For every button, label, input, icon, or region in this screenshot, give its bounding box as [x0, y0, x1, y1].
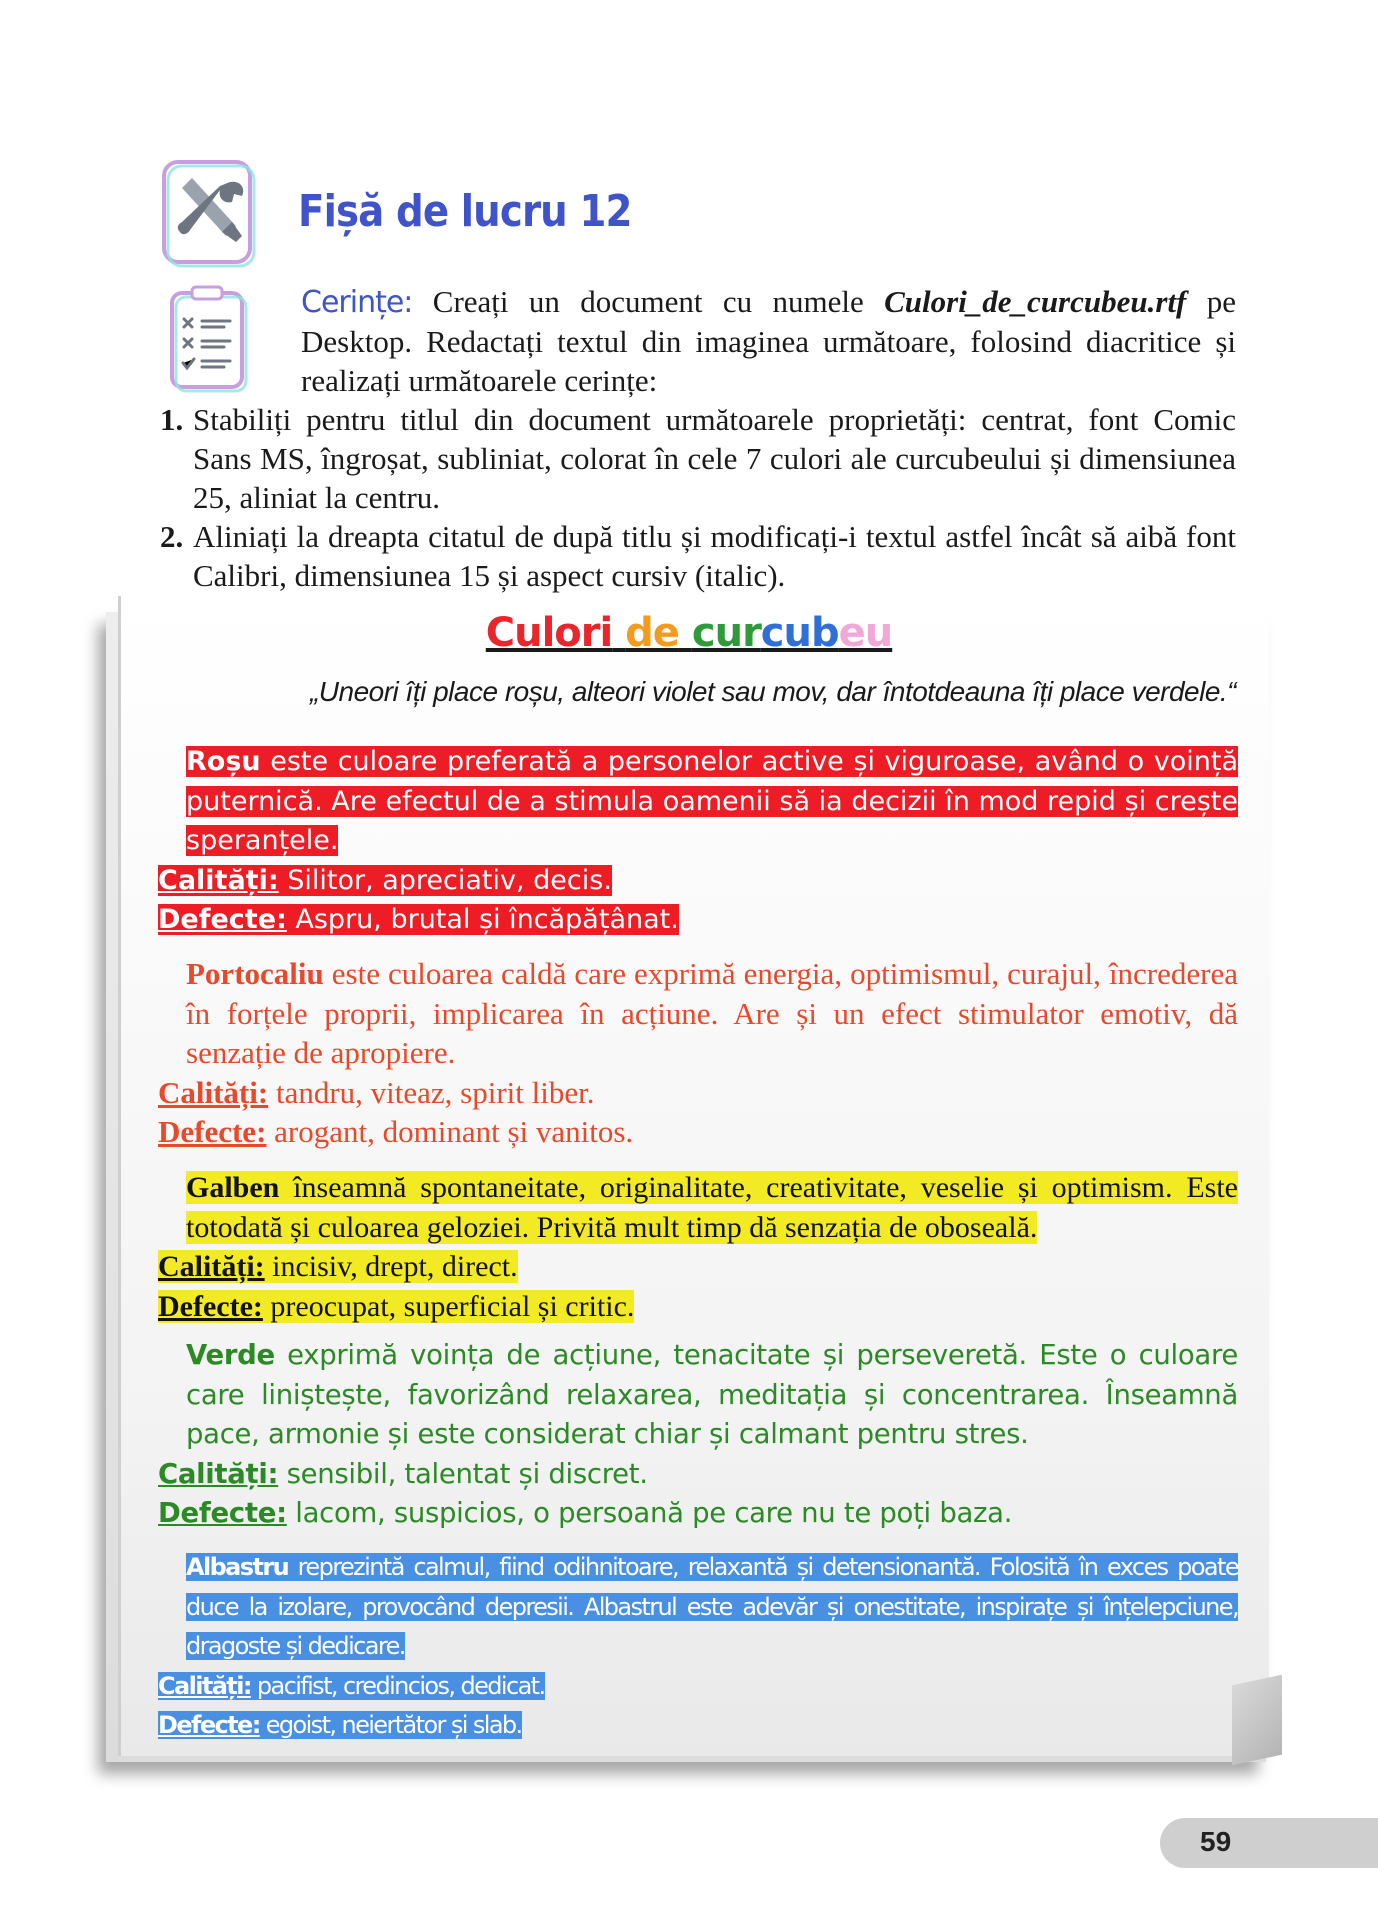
title-part	[612, 610, 625, 656]
yellow-defects	[158, 1287, 1238, 1327]
qualities-label: Calități:	[158, 1250, 265, 1283]
title-part: cub	[760, 610, 839, 656]
requirements-label: Cerințe:	[301, 285, 413, 320]
document-title	[0, 610, 1378, 656]
highlight	[186, 1553, 1238, 1660]
item-number: 1.	[160, 402, 184, 437]
qualities-text: Silitor, apreciativ, decis.	[278, 864, 612, 896]
filename: Culori_de_curcubeu.rtf	[884, 284, 1187, 319]
orange-qualities	[158, 1073, 1238, 1113]
defects-label: Defecte:	[158, 1114, 267, 1149]
highlight	[158, 1250, 518, 1283]
defects-text: egoist, neiertător și slab.	[259, 1711, 522, 1739]
defects-label: Defecte:	[158, 1497, 287, 1529]
description-text: este culoarea caldă care exprimă energia, optimismul, curajul, încrederea în forțele proprii, implicarea în acțiune. Are și un efect stimulator emotiv, dă senzație de apropiere.	[186, 956, 1238, 1070]
requirements-list	[160, 400, 1236, 595]
color-name: Albastru	[186, 1553, 289, 1581]
yellow-paragraph	[158, 1168, 1238, 1326]
list-item	[160, 400, 1236, 517]
orange-paragraph	[158, 954, 1238, 1152]
color-name: Portocaliu	[186, 956, 324, 991]
red-defects	[158, 900, 1238, 940]
title-part: cur	[691, 610, 761, 656]
description-text: înseamnă spontaneitate, originalitate, creativitate, veselie și optimism. Este totodată și culoarea geloziei. Privită mult timp dă senzația de oboseală.	[186, 1171, 1238, 1244]
red-description	[158, 742, 1238, 861]
blue-paragraph	[158, 1548, 1238, 1746]
highlight	[158, 904, 679, 935]
paper-curl	[1232, 1675, 1282, 1766]
intro-text-after: pe Desktop. Redactați textul din imaginea următoare, folosind diacritice și realizați următoarele cerințe:	[301, 284, 1236, 398]
worksheet-title: Fișă de lucru 12	[298, 186, 632, 237]
green-defects	[158, 1494, 1238, 1534]
highlight	[158, 1711, 522, 1739]
highlight	[158, 865, 612, 896]
title-part: Culori	[485, 610, 613, 656]
orange-description	[158, 954, 1238, 1073]
title-part: eu	[838, 610, 893, 656]
green-qualities	[158, 1455, 1238, 1495]
title-part: de	[625, 610, 679, 656]
highlight	[158, 1290, 634, 1323]
color-name: Roșu	[186, 746, 261, 777]
description-text: exprimă voința de acțiune, tenacitate și perseveretă. Este o culoare care liniștește, favorizând relaxarea, meditația și concentrarea. Înseamnă pace, armonie și este considerat chiar și calmant pentru stres.	[186, 1339, 1238, 1450]
item-text: Stabiliți pentru titlul din document următoarele proprietăți: centrat, font Comic Sans MS, îngroșat, subliniat, colorat în cele 7 culori ale curcubeului și dimensiunea 25, aliniat la centru.	[193, 402, 1236, 515]
document-quote: „Uneori îți place roșu, alteori violet sau mov, dar întotdeauna îți place verdele.“	[309, 676, 1236, 707]
intro-text-before: Creați un document cu numele	[412, 284, 885, 319]
red-paragraph	[158, 742, 1238, 940]
yellow-qualities	[158, 1247, 1238, 1287]
qualities-text: incisiv, drept, direct.	[264, 1250, 518, 1283]
qualities-label: Calități:	[158, 864, 279, 896]
item-number: 2.	[160, 519, 184, 554]
color-name: Galben	[186, 1171, 280, 1204]
defects-text: arogant, dominant și vanitos.	[266, 1114, 634, 1149]
defects-label: Defecte:	[158, 1711, 260, 1739]
page-number: 59	[1200, 1826, 1232, 1857]
qualities-text: tandru, viteaz, spirit liber.	[268, 1074, 595, 1110]
qualities-label: Calități:	[158, 1457, 279, 1490]
blue-description	[158, 1548, 1238, 1667]
qualities-label: Calități:	[158, 1074, 269, 1110]
item-text: Aliniați la dreapta citatul de după titlu și modificați-i textul astfel încât să aibă font Calibri, dimensiunea 15 și aspect cursiv (italic).	[193, 519, 1236, 593]
title-part	[679, 610, 692, 656]
defects-label: Defecte:	[158, 1289, 263, 1323]
defects-text: preocupat, superficial și critic.	[262, 1289, 635, 1323]
yellow-description	[158, 1168, 1238, 1247]
green-description	[158, 1336, 1238, 1455]
orange-defects	[158, 1112, 1238, 1152]
blue-qualities	[158, 1667, 1238, 1707]
qualities-label: Calități:	[158, 1671, 251, 1700]
requirements-intro	[301, 282, 1236, 400]
blue-defects	[158, 1706, 1238, 1746]
red-qualities	[158, 861, 1238, 901]
highlight	[158, 1672, 545, 1700]
page-number-tab	[1160, 1818, 1378, 1868]
highlight	[186, 1171, 1238, 1244]
description-text: reprezintă calmul, fiind odihnitoare, relaxantă și detensionantă. Folosită în exces poate duce la izolare, provocând depresii. Albastrul este adevăr și onestitate, inspirațe și înțelepciune, dragoste și dedicare.	[186, 1553, 1238, 1660]
defects-text: lacom, suspicios, o persoană pe care nu te poți baza.	[286, 1497, 1013, 1529]
qualities-text: pacifist, credincios, dedicat.	[250, 1671, 545, 1700]
defects-label: Defecte:	[158, 904, 287, 935]
defects-text: Aspru, brutal și încăpățânat.	[286, 904, 679, 935]
qualities-text: sensibil, talentat și discret.	[278, 1457, 648, 1490]
requirements-section	[160, 282, 1236, 595]
highlight	[186, 746, 1238, 856]
description-text: este culoare preferată a personelor active și viguroase, având o voință puternică. Are efectul de a stimula oamenii să ia decizii în mod repid și crește speranțele.	[186, 746, 1238, 856]
green-paragraph	[158, 1336, 1238, 1534]
color-name: Verde	[186, 1339, 275, 1371]
tools-icon	[160, 158, 256, 268]
list-item	[160, 517, 1236, 595]
